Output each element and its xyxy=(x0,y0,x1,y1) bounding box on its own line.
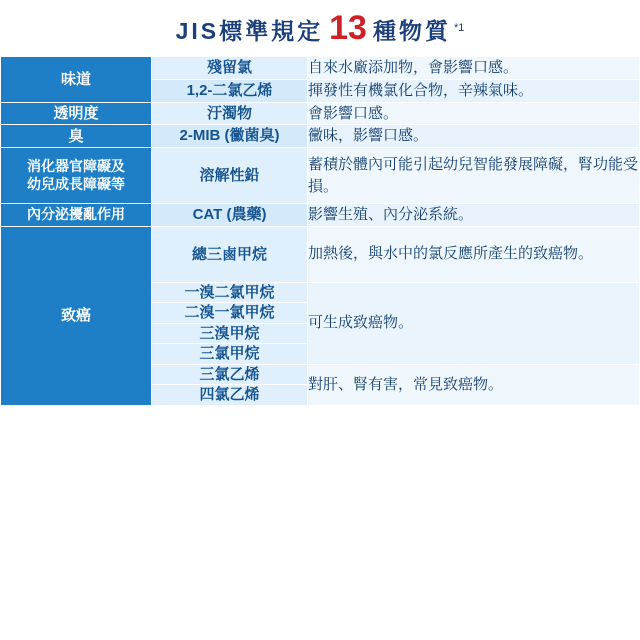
substance-cell: 三氯乙烯 xyxy=(152,364,308,385)
substance-cell: 汙濁物 xyxy=(152,102,308,125)
description-cell: 會影響口感。 xyxy=(308,102,640,125)
category-cell: 透明度 xyxy=(1,102,152,125)
table-row xyxy=(1,102,640,125)
description-cell: 自來水廠添加物，會影響口感。 xyxy=(308,57,640,80)
substance-cell: CAT (農藥) xyxy=(152,204,308,227)
title-footnote: *1 xyxy=(453,21,465,34)
substance-cell: 總三鹵甲烷 xyxy=(152,226,308,282)
substance-cell: 殘留氯 xyxy=(152,57,308,80)
substance-cell: 三溴甲烷 xyxy=(152,323,308,344)
description-cell: 黴味，影響口感。 xyxy=(308,125,640,148)
substance-cell: 一溴二氯甲烷 xyxy=(152,282,308,303)
description-cell: 揮發性有機氯化合物，辛辣氣味。 xyxy=(308,79,640,102)
page-title xyxy=(175,8,465,47)
title-number: 13 xyxy=(329,8,367,47)
category-cell xyxy=(1,148,152,204)
title-prefix: JIS標準規定 xyxy=(175,17,324,44)
substance-cell: 二溴一氯甲烷 xyxy=(152,303,308,324)
table-body xyxy=(1,57,640,406)
substance-cell: 三氯甲烷 xyxy=(152,344,308,365)
description-cell: 影響生殖、內分泌系統。 xyxy=(308,204,640,227)
category-cell: 內分泌擾亂作用 xyxy=(1,204,152,227)
description-cell: 可生成致癌物。 xyxy=(308,282,640,364)
category-cell: 臭 xyxy=(1,125,152,148)
description-cell: 蓄積於體內可能引起幼兒智能發展障礙，腎功能受損。 xyxy=(308,148,640,204)
table-row xyxy=(1,57,640,80)
description-cell: 加熱後，與水中的氯反應所產生的致癌物。 xyxy=(308,226,640,282)
table-row xyxy=(1,125,640,148)
substance-cell: 1,2-二氯乙烯 xyxy=(152,79,308,102)
title-suffix: 種物質 xyxy=(372,17,451,44)
category-label-line2: 幼兒成長障礙等 xyxy=(27,175,125,192)
table-row xyxy=(1,148,640,204)
substance-cell: 2-MIB (黴菌臭) xyxy=(152,125,308,148)
description-cell: 對肝、腎有害，常見致癌物。 xyxy=(308,364,640,405)
table-row xyxy=(1,226,640,282)
category-label-line1: 消化器官障礙及 xyxy=(27,157,125,174)
substance-cell: 四氯乙烯 xyxy=(152,385,308,406)
title-bar xyxy=(0,0,640,56)
category-cell: 味道 xyxy=(1,57,152,103)
substance-cell: 溶解性鉛 xyxy=(152,148,308,204)
category-cell: 致癌 xyxy=(1,226,152,405)
substances-table xyxy=(0,56,640,406)
table-row xyxy=(1,204,640,227)
